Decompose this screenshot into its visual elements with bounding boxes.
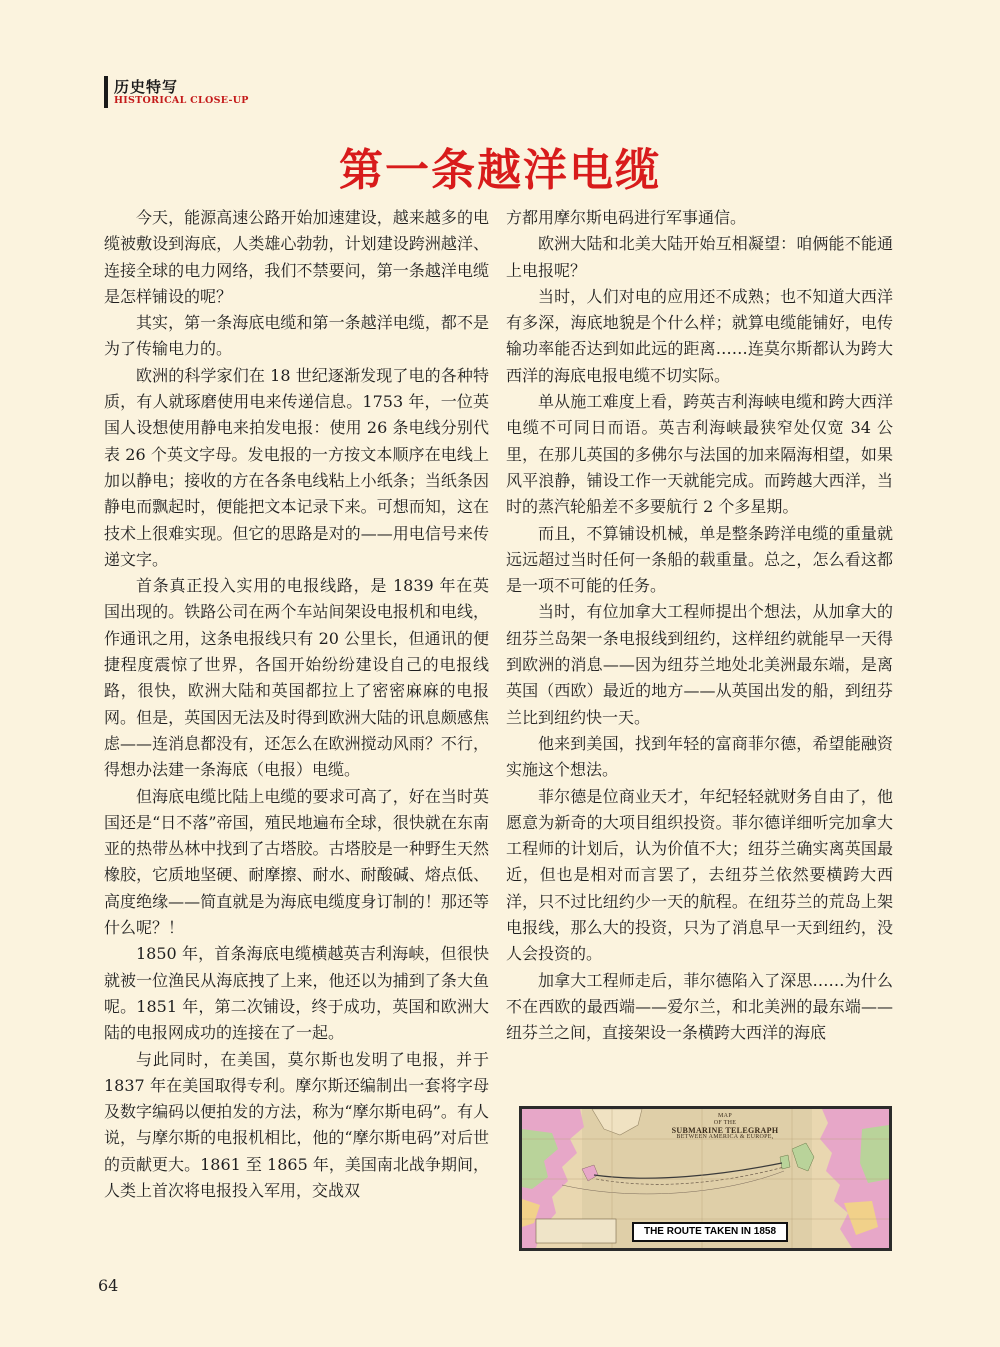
paragraph: 欧洲的科学家们在 18 世纪逐渐发现了电的各种特质，有人就琢磨使用电来传递信息。1753 年，一位英国人设想使用静电来拍发电报：使用 26 条电线分别代表 26 个英文字母。发电报的一方按文本顺序在电线上加以静电；接收的方在各条电线粘上小纸条；当纸条因静电而飘起时，便能把文本记录下来。可想而知，这在技术上很难实现。但它的思路是对的——用电信号来传递文字。 [104,365,489,569]
paragraph: 欧洲大陆和北美大陆开始互相凝望：咱俩能不能通上电报呢？ [506,234,893,280]
right-column [506,205,893,1047]
paragraph: 菲尔德是位商业天才，年纪轻轻就财务自由了，他愿意为新奇的大项目组织投资。菲尔德详细听完加拿大工程师的计划后，认为价值不大；纽芬兰确实离英国最近，但也是相对而言罢了，去纽芬兰依然要横跨大西洋，只不过比纽约少一天的航程。在纽芬兰的荒岛上架电报线，那么大的投资，只为了消息早一天到纽约，没人会投资的。 [506,786,893,964]
map-heading [650,1113,800,1141]
map-heading-line: MAP [718,1113,732,1119]
paragraph: 首条真正投入实用的电报线路，是 1839 年在英国出现的。铁路公司在两个车站间架设电报机和电线，作通讯之用，这条电报线只有 20 公里长，但通讯的便捷程度震惊了世界，各国开始纷纷建设自己的电报线路，很快，欧洲大陆和英国都拉上了密密麻麻的电报网。但是，英国因无法及时得到欧洲大陆的讯息颇感焦虑——连消息都没有，还怎么在欧洲搅动风雨？不行，得想办法建一条海底（电报）电缆。 [104,576,489,780]
map-heading-line: SUBMARINE TELEGRAPH [671,1126,779,1135]
page-number: 64 [98,1276,119,1295]
map-heading-line: BETWEEN AMERICA & EUROPE, [676,1134,774,1140]
map-heading-line: OF THE [713,1120,737,1126]
section-marker-bar [104,76,108,108]
telegraph-map-image [519,1106,892,1251]
paragraph: 1850 年，首条海底电缆横越英吉利海峡，但很快就被一位渔民从海底拽了上来，他还以为捕到了条大鱼呢。1851 年，第二次铺设，终于成功，英国和欧洲大陆的电报网成功的连接在了一起。 [104,944,489,1043]
paragraph: 他来到美国，找到年轻的富商菲尔德，希望能融资实施这个想法。 [506,733,893,780]
left-column [104,205,489,1204]
paragraph-continuation: 方都用摩尔斯电码进行军事通信。 [506,208,747,227]
section-label-english: HISTORICAL CLOSE-UP [114,95,249,106]
article-title: 第一条越洋电缆 [339,145,661,196]
paragraph: 当时，人们对电的应用还不成熟；也不知道大西洋有多深，海底地貌是个什么样；就算电缆能铺好，电传输功率能否达到如此远的距离……连莫尔斯都认为跨大西洋的海底电报电缆不切实际。 [506,286,893,385]
paragraph: 今天，能源高速公路开始加速建设，越来越多的电缆被敷设到海底，人类雄心勃勃，计划建设跨洲越洋、连接全球的电力网络，我们不禁要问，第一条越洋电缆是怎样铺设的呢？ [104,208,489,306]
paragraph: 当时，有位加拿大工程师提出个想法，从加拿大的纽芬兰岛架一条电报线到纽约，这样纽约就能早一天得到欧洲的消息——因为纽芬兰地处北美洲最东端，是离英国（西欧）最近的地方——从英国出发的船，到纽芬兰比到纽约快一天。 [506,602,893,727]
section-label: 历史特写 [114,78,179,96]
paragraph: 而且，不算铺设机械，单是整条跨洋电缆的重量就远远超过当时任何一条船的载重量。总之，怎么看这都是一项不可能的任务。 [506,523,893,596]
paragraph: 单从施工难度上看，跨英吉利海峡电缆和跨大西洋电缆不可同日而语。英吉利海峡最狭窄处仅宽 34 公里，在那儿英国的多佛尔与法国的加来隔海相望，如果风平浪静，铺设工作一天就能完成。而跨越大西洋，当时的蒸汽轮船差不多要航行 2 个多星期。 [506,392,893,517]
paragraph: 与此同时，在美国，莫尔斯也发明了电报，并于 1837 年在美国取得专利。摩尔斯还编制出一套将字母及数字编码以便拍发的方法，称为“摩尔斯电码”。有人说，与摩尔斯的电报机相比，他的“摩尔斯电码”对后世的贡献更大。1861 至 1865 年，美国南北战争期间，人类上首次将电报投入军用，交战双 [104,1049,489,1200]
paragraph: 加拿大工程师走后，菲尔德陷入了深思……为什么不在西欧的最西端——爱尔兰，和北美洲的最东端——纽芬兰之间，直接架设一条横跨大西洋的海底 [506,970,893,1043]
map-caption: THE ROUTE TAKEN IN 1858 [632,1222,788,1242]
paragraph: 但海底电缆比陆上电缆的要求可高了，好在当时英国还是“日不落”帝国，殖民地遍布全球，很快就在东南亚的热带丛林中找到了古塔胶。古塔胶是一种野生天然橡胶，它质地坚硬、耐摩擦、耐水、耐酸碱、熔点低、高度绝缘——简直就是为海底电缆度身订制的！那还等什么呢？！ [104,786,489,938]
paragraph: 其实，第一条海底电缆和第一条越洋电缆，都不是为了传输电力的。 [104,313,489,359]
